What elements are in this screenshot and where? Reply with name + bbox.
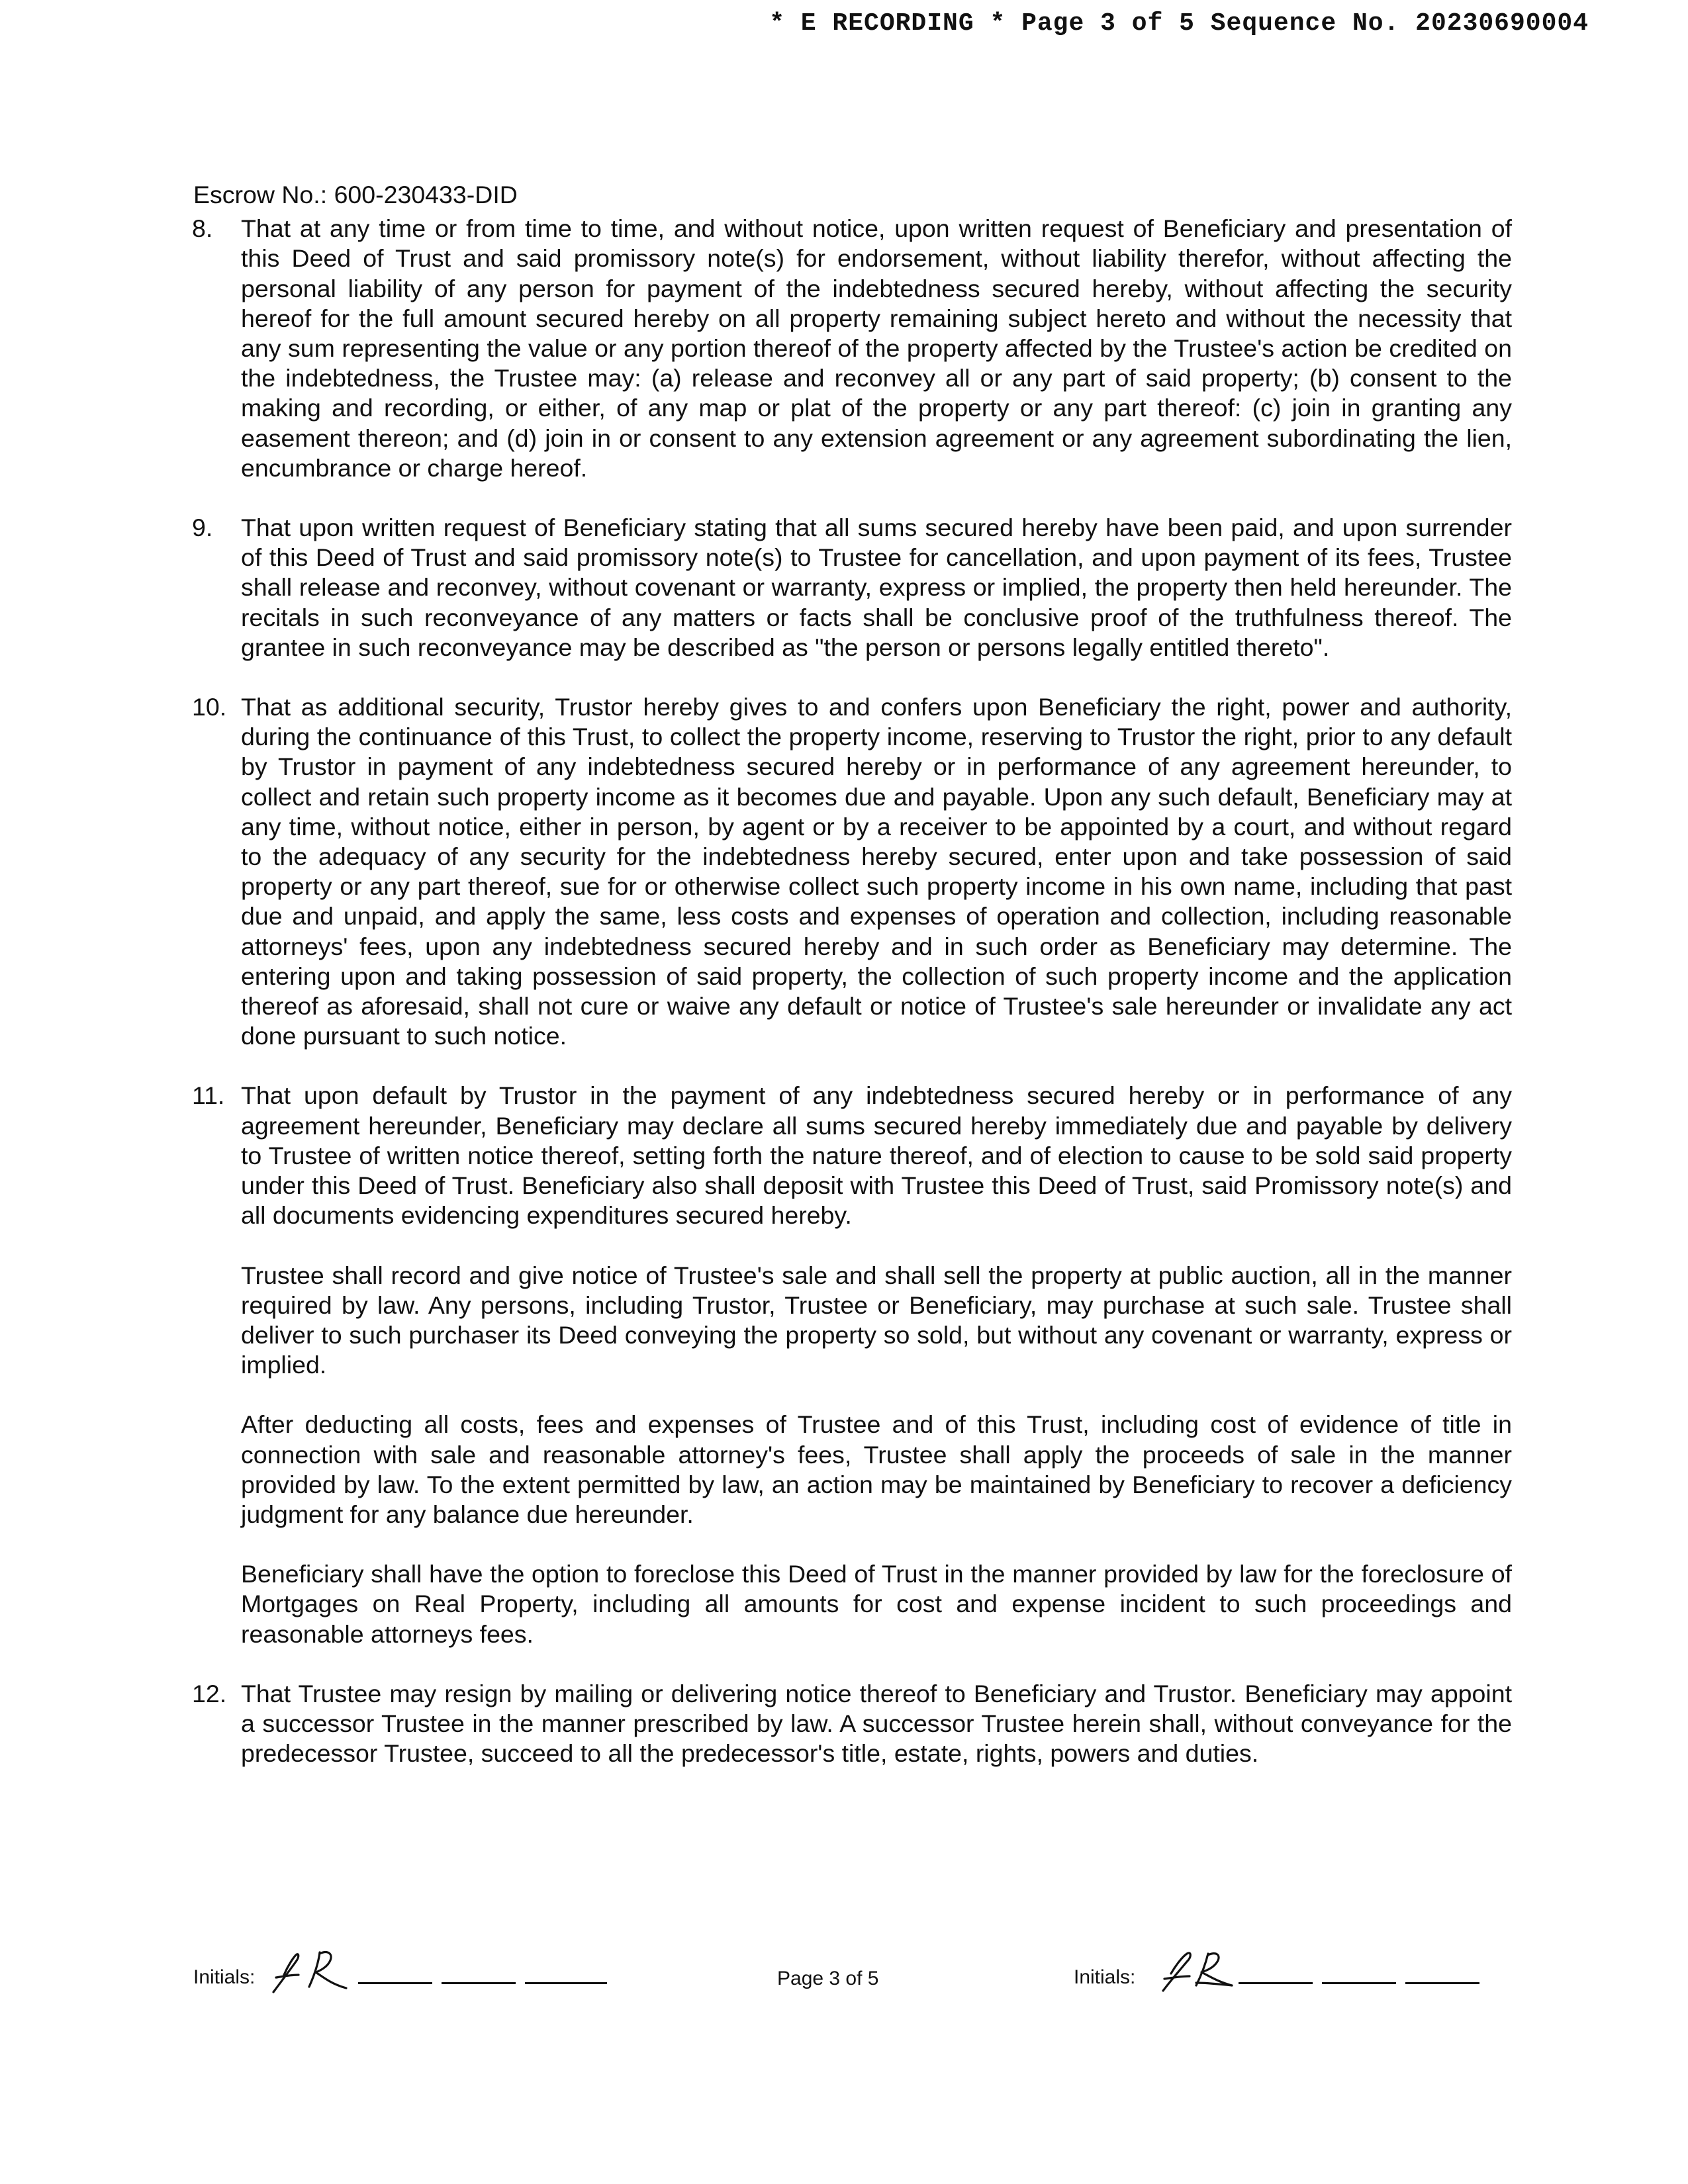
initials-label: Initials:	[193, 1966, 256, 1988]
initials-blank	[442, 1976, 516, 1984]
clause-8	[193, 214, 1512, 483]
recording-header: * E RECORDING * Page 3 of 5 Sequence No. 20230690004	[769, 9, 1589, 38]
initials-blank	[358, 1976, 432, 1984]
page-number: Page 3 of 5	[777, 1968, 879, 1989]
document-body	[193, 180, 1512, 1798]
clause-10	[193, 692, 1512, 1051]
clause-paragraph: That upon default by Trustor in the payment of any indebtedness secured hereby or in performance of any agreement hereunder, Beneficiary may declare all sums secured hereby immediately due and payable by delivery to Trustee of written notice thereof, setting forth the nature thereof, and of election to cause to be sold said property under this Deed of Trust. Beneficiary also shall deposit with Trustee this Deed of Trust, said Promissory note(s) and all documents evidencing expenditures secured hereby.	[241, 1081, 1512, 1230]
initials-left	[193, 1946, 607, 1999]
clause-paragraph: That at any time or from time to time, and without notice, upon written request of Beneficiary and presentation of this Deed of Trust and said promissory note(s) for endorsement, without liability therefor, without affecting the personal liability of any person for payment of the indebtedness secured hereby, without affecting the security hereof for the full amount secured hereby on all property remaining subject hereto and without the necessity that any sum representing the value or any portion thereof of the property affected by the Trustee's action be credited on the indebtedness, the Trustee may: (a) release and reconvey all or any part of said property; (b) consent to the making and recording, or either, of any map or plat of the property or any part thereof: (c) join in granting any easement thereon; and (d) join in or consent to any extension agreement or any agreement subordinating the lien, encumbrance or charge hereof.	[241, 214, 1512, 482]
initials-signature	[264, 1948, 357, 1995]
clause-paragraph: That as additional security, Trustor hereby gives to and confers upon Beneficiary the right, power and authority, during the continuance of this Trust, to collect the property income, reserving to Trustor the right, prior to any default by Trustor in payment of any indebtedness secured hereby or in performance of any agreement hereunder, to collect and retain such property income as it becomes due and payable. Upon any such default, Beneficiary may at any time, without notice, either in person, by agent or by a receiver to be appointed by a court, and without regard to the adequacy of any security for the indebtedness hereby secured, enter upon and take possession of said property or any part thereof, sue for or otherwise collect such property income in his own name, including that past due and unpaid, and apply the same, less costs and expenses of operation and collection, including reasonable attorneys' fees, upon any indebtedness secured hereby and in such order as Beneficiary may determine. The entering upon and taking possession of said property, the collection of such property income and the application thereof as aforesaid, shall not cure or waive any default or notice of Trustee's sale hereunder or invalidate any act done pursuant to such notice.	[241, 693, 1512, 1050]
clause-paragraph: That Trustee may resign by mailing or delivering notice thereof to Beneficiary and Trustor. Beneficiary may appoint a successor Trustee in the manner prescribed by law. A successor Trustee herein shall, without conveyance for the predecessor Trustee, succeed to all the predecessor's title, estate, rights, powers and duties.	[241, 1679, 1512, 1768]
initials-right	[1074, 1946, 1479, 1999]
clause-number: 12.	[192, 1679, 227, 1707]
clause-paragraph: That upon written request of Beneficiary stating that all sums secured hereby have been paid, and upon surrender of this Deed of Trust and said promissory note(s) to Trustee for cancellation, and upon payment of its fees, Trustee shall release and reconvey, without covenant or warranty, express or implied, the property then held hereunder. The recitals in such reconveyance of any matters or facts shall be conclusive proof of the truthfulness thereof. The grantee in such reconveyance may be described as "the person or persons legally entitled thereto".	[241, 514, 1512, 661]
initials-blank	[1239, 1976, 1313, 1984]
initials-blank	[1322, 1976, 1396, 1984]
initials-blank	[1405, 1976, 1479, 1984]
escrow-label: Escrow No.:	[193, 181, 328, 208]
clause-paragraph: After deducting all costs, fees and expenses of Trustee and of this Trust, including cost of evidence of title in connection with sale and reasonable attorney's fees, Trustee shall apply the proceeds of sale in the manner provided by law. To the extent permitted by law, an action may be maintained by Beneficiary to recover a deficiency judgment for any balance due hereunder.	[241, 1410, 1512, 1528]
clause-number: 10.	[192, 693, 227, 721]
escrow-number-line	[193, 180, 1512, 210]
clause-number: 9.	[192, 514, 213, 542]
initials-blank	[525, 1976, 607, 1984]
escrow-number: 600-230433-DID	[334, 181, 518, 208]
clause-number: 8.	[192, 214, 213, 243]
clause-11	[193, 1081, 1512, 1649]
clause-number: 11.	[192, 1081, 225, 1110]
clause-paragraph: Beneficiary shall have the option to foreclose this Deed of Trust in the manner provided by law for the foreclosure of Mortgages on Real Property, including all amounts for cost and expense incident to such proceedings and reasonable attorneys fees.	[241, 1560, 1512, 1648]
clause-paragraph: Trustee shall record and give notice of Trustee's sale and shall sell the property at public auction, all in the manner required by law. Any persons, including Trustor, Trustee or Beneficiary, may purchase at such sale. Trustee shall deliver to such purchaser its Deed conveying the property so sold, but without any covenant or warranty, express or implied.	[241, 1261, 1512, 1379]
initials-label: Initials:	[1074, 1966, 1136, 1988]
clause-12	[193, 1679, 1512, 1769]
clause-9	[193, 513, 1512, 662]
initials-signature	[1145, 1948, 1237, 1995]
page-footer	[193, 1946, 1512, 1999]
